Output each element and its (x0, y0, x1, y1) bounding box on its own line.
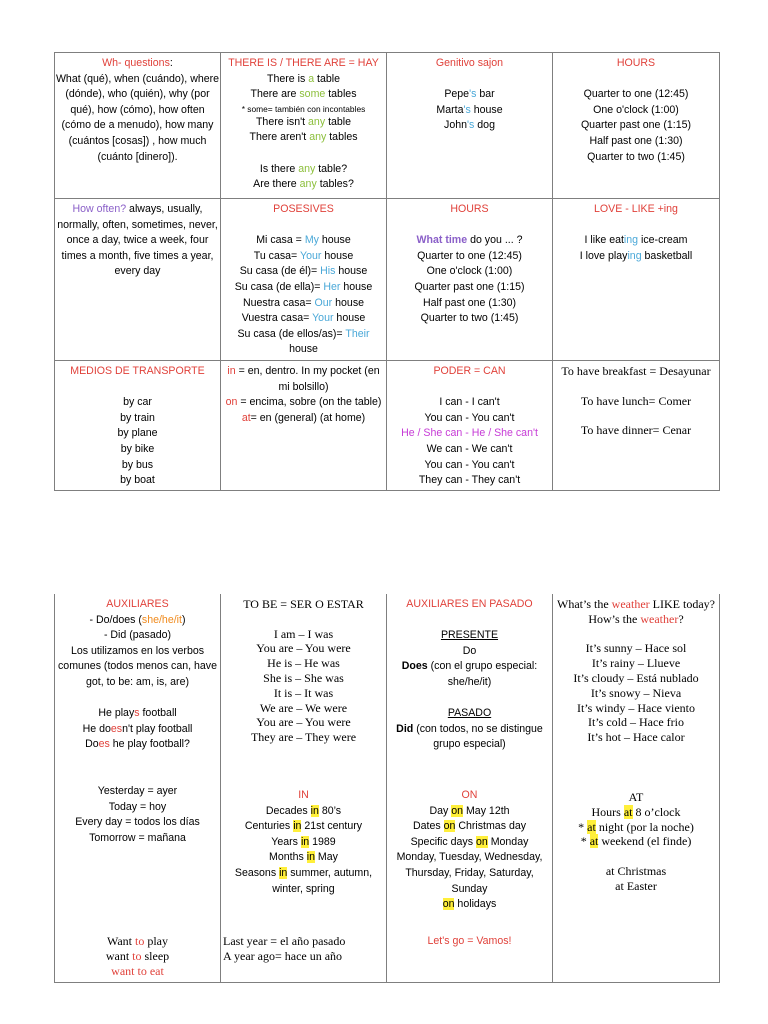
thereis-line-5: Is there any table? (259, 162, 348, 175)
last-year-block (223, 934, 386, 964)
weather-question-2: How’s the weather? (588, 611, 684, 626)
thereis-line-6: Are there any tables? (253, 178, 354, 191)
on-specific-days: Specific days on Monday (410, 835, 529, 848)
weather-line: It’s snowy – Nieva (590, 685, 682, 700)
time-yesterday: Yesterday = ayer (97, 785, 178, 798)
at-weekend: * at weekend (el finde) (580, 834, 692, 849)
at-hours: Hours at 8 o’clock (591, 804, 681, 819)
spacer (221, 218, 386, 234)
posesive-row-last: house (289, 343, 318, 356)
hours2-line: Quarter past one (1:15) (414, 280, 525, 293)
tobe-line: You are – You were (256, 641, 351, 656)
hours2-line: Quarter to two (1:45) (420, 312, 519, 325)
thereis-line-2: There are some tables (250, 88, 357, 101)
hours2-line: Quarter to one (12:45) (417, 249, 522, 262)
pasado-did: Did (con todos, no se distingue grupo especial) (396, 722, 543, 751)
genitivo-line-3: John's dog (444, 119, 495, 132)
spacer (553, 379, 719, 394)
spacer (553, 218, 719, 234)
spacer (55, 380, 220, 396)
spacer (387, 380, 552, 396)
cell-hours-1 (553, 53, 719, 199)
tobe-line: It is – It was (273, 685, 334, 700)
can-line: You can - You can't (424, 411, 515, 424)
posesive-row: Su casa (de él)= His house (239, 265, 368, 278)
time-today: Today = hoy (108, 800, 167, 813)
at-night: * at night (por la noche) (578, 819, 694, 834)
presente-does: Does (con el grupo especial: she/he/it) (401, 660, 538, 688)
tobe-block (221, 597, 386, 745)
posesive-row: Vuestra casa= Your house (241, 312, 366, 325)
in-block (221, 788, 386, 897)
transporte-line: by bike (120, 442, 155, 455)
cell-love-like (553, 199, 719, 361)
weather-line: It’s cold – Hace frio (588, 715, 684, 730)
at-block (553, 790, 719, 894)
hours2-title: HOURS (450, 203, 489, 215)
can-line: You can - You can't (424, 458, 515, 471)
wh-text: What (qué), when (cuándo), where (dónde), who (quién), why (por qué), how (cómo), how often (cómo de a menudo), how many (cuántos [cosas]) , how much (cuánto [dinero]). (55, 72, 220, 163)
howoften-text: How often? always, usually, normally, often, sometimes, never, once a day, twice a week, four times a month, five times a year, every day (57, 203, 218, 278)
can-line: We can - We can't (426, 442, 513, 455)
cell-genitivo (387, 53, 553, 199)
aux-usage: Los utilizamos en los verbos comunes (todos menos can, have got, to be: am, is, are) (58, 644, 217, 688)
love-line-2: I love playing basketball (579, 249, 693, 262)
spacer (221, 146, 386, 162)
wh-title: Wh- questions (102, 57, 170, 69)
spacer (55, 691, 220, 707)
spacer (553, 627, 719, 642)
spacer (221, 612, 386, 627)
hours2-line: Half past one (1:30) (422, 296, 517, 309)
spacer (387, 72, 552, 88)
want-play: Want to play (106, 934, 169, 948)
thereis-note: * some= también con incontables (241, 103, 366, 114)
transporte-line: by plane (117, 427, 158, 440)
spacer (553, 72, 719, 88)
letsgo-block (387, 934, 552, 950)
wh-colon: : (169, 57, 173, 69)
on-title: ON (461, 789, 478, 801)
weather-line: It’s hot – Hace calor (587, 730, 685, 745)
cell-aux-pasado (387, 594, 553, 982)
in-centuries: Centuries in 21st century (244, 820, 363, 833)
cell-can (387, 361, 553, 490)
can-title: PODER = CAN (433, 365, 506, 377)
hours1-line: One o'clock (1:00) (593, 103, 679, 116)
at-title: AT (628, 790, 644, 804)
transporte-line: by boat (120, 474, 155, 487)
cell-there-is (221, 53, 387, 199)
transporte-line: by train (120, 411, 155, 424)
aux-example-3: Does he play football? (85, 738, 190, 751)
hours1-line: Quarter past one (1:15) (580, 119, 692, 132)
weather-question-1: What’s the weather LIKE today? (557, 597, 715, 611)
time-tomorrow: Tomorrow = mañana (89, 831, 186, 844)
posesive-row: Mi casa = My house (256, 234, 351, 247)
tobe-line: She is – She was (263, 670, 344, 685)
grammar-table-1 (54, 52, 720, 491)
cell-weather (553, 594, 719, 982)
aux-example-2: He doesn't play football (82, 722, 193, 735)
want-block (55, 934, 220, 978)
posesive-row: Su casa (de ella)= Her house (234, 280, 373, 293)
on-definition: on = encima, sobre (on the table) (225, 396, 382, 409)
posesive-row: Su casa (de ellos/as)= Their (237, 327, 370, 340)
on-day: Day on May 12th (429, 804, 510, 817)
on-block (387, 788, 552, 913)
grammar-table-2 (54, 594, 720, 983)
auxpast-title: AUXILIARES EN PASADO (406, 598, 533, 610)
weather-line: It’s rainy – Llueve (591, 656, 681, 671)
pasado-heading: PASADO (447, 707, 492, 720)
posesive-row: Tu casa= Your house (253, 249, 354, 262)
tobe-line: He is – He was (267, 656, 340, 671)
cell-posesives (221, 199, 387, 361)
meal-breakfast: To have breakfast = Desayunar (561, 364, 711, 378)
time-every-day: Every day = todos los días (75, 816, 200, 829)
love-line-1: I like eating ice-cream (584, 234, 688, 247)
hours2-question: What time do you ... ? (416, 234, 523, 247)
cell-how-often (55, 199, 221, 361)
posesives-title: POSESIVES (273, 203, 334, 215)
on-dates: Dates on Christmas day (412, 820, 527, 833)
last-year: Last year = el año pasado (223, 934, 346, 948)
spacer (553, 408, 719, 423)
hours1-title: HOURS (616, 57, 656, 69)
spacer (387, 613, 552, 629)
meal-dinner: To have dinner= Cenar (580, 423, 692, 438)
in-months: Months in May (269, 851, 338, 864)
spacer (387, 691, 552, 707)
spacer (387, 218, 552, 234)
cell-hours-2 (387, 199, 553, 361)
posesive-row: Nuestra casa= Our house (242, 296, 365, 309)
transporte-line: by bus (121, 458, 154, 471)
aux-example-1: He plays football (98, 707, 177, 720)
aux-did: - Did (pasado) (103, 629, 172, 642)
hours1-line: Half past one (1:30) (589, 134, 683, 147)
weather-line: It’s cloudy – Está nublado (573, 670, 699, 685)
spacer (55, 769, 220, 785)
transporte-title: MEDIOS DE TRANSPORTE (70, 365, 205, 377)
cell-in-on-at (221, 361, 387, 490)
year-ago: A year ago= hace un año (223, 948, 343, 963)
in-decades: Decades in 80’s (265, 804, 342, 817)
on-weekdays: Monday, Tuesday, Wednesday, Thursday, Friday, Saturday, Sunday (396, 851, 543, 895)
spacer (553, 849, 719, 864)
cell-auxiliares (55, 594, 221, 982)
lets-go: Let's go = Vamos! (427, 935, 512, 947)
cell-meals (553, 361, 719, 490)
thereis-line-4: There aren't any tables (249, 131, 358, 144)
in-seasons: Seasons in summer, autumn, winter, spring (234, 866, 373, 895)
thereis-line-3: There isn't any table (255, 115, 352, 128)
cell-transporte (55, 361, 221, 490)
hours1-line: Quarter to one (12:45) (583, 88, 689, 101)
tobe-line: You are – You were (256, 715, 351, 730)
transporte-line: by car (123, 396, 152, 409)
thereis-title: THERE IS / THERE ARE = HAY (228, 57, 379, 69)
hours2-line: One o'clock (1:00) (426, 265, 513, 278)
can-line-highlight: He / She can - He / She can't (401, 427, 538, 440)
want-eat: want to eat (111, 963, 164, 978)
in-years: Years in 1989 (271, 835, 336, 848)
in-definition: in = en, dentro. In my pocket (en mi bolsillo) (227, 365, 380, 393)
tobe-title: TO BE = SER O ESTAR (243, 597, 364, 611)
tobe-line: I am – I was (273, 626, 334, 641)
love-title: LOVE - LIKE +ing (594, 203, 678, 215)
cell-to-be (221, 594, 387, 982)
presente-heading: PRESENTE (440, 629, 499, 642)
at-christmas: at Christmas (605, 863, 667, 878)
genitivo-title: Genitivo sajon (435, 57, 504, 69)
genitivo-line-1: Pepe's bar (444, 88, 495, 101)
genitivo-line-2: Marta's house (436, 103, 503, 116)
can-line: They can - They can't (418, 474, 521, 487)
at-definition: at= en (general) (at home) (241, 411, 366, 424)
tobe-line: We are – We were (259, 700, 348, 715)
on-holidays: on holidays (442, 898, 497, 911)
presente-do: Do (462, 644, 477, 657)
meal-lunch: To have lunch= Comer (580, 393, 692, 408)
can-line: I can - I can't (439, 396, 500, 409)
weather-line: It’s windy – Hace viento (577, 700, 695, 715)
aux-title: AUXILIARES (106, 598, 169, 610)
cell-wh-questions (55, 53, 221, 199)
want-sleep: want to sleep (105, 948, 170, 963)
tobe-line: They are – They were (250, 730, 357, 745)
thereis-line-1: There is a table (266, 72, 341, 85)
hours1-line: Quarter to two (1:45) (587, 150, 685, 163)
weather-line: It’s sunny – Hace sol (585, 641, 687, 656)
spacer (55, 753, 220, 769)
in-title: IN (298, 789, 309, 801)
at-easter: at Easter (615, 878, 657, 893)
aux-do-does: - Do/does (she/he/it) (89, 613, 186, 626)
